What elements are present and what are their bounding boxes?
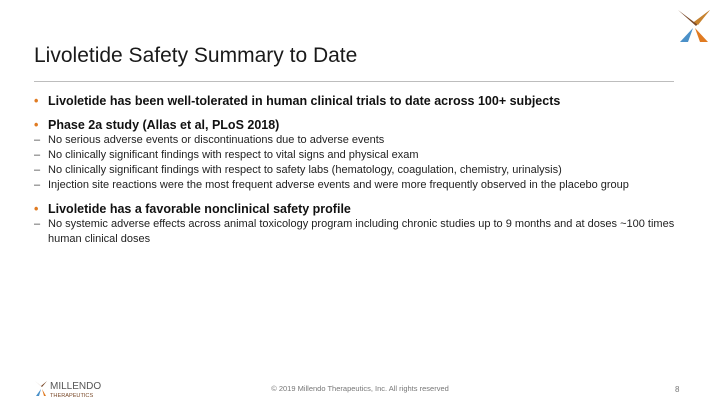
sub-bullet-text: No clinically significant findings with respect to safety labs (hematology, coagulation, chemistry, urinalysis) [48, 164, 562, 176]
sub-bullet-text: No serious adverse events or discontinuations due to adverse events [48, 134, 385, 146]
sub-bullet-text: Injection site reactions were the most frequent adverse events and were more frequently observed in the placebo group [48, 179, 629, 191]
sub-bullet-item [34, 163, 684, 178]
bullet-marker: • [34, 118, 39, 132]
page-number: 8 [675, 385, 680, 394]
sub-bullet-marker: – [34, 149, 41, 161]
sub-bullet-item [34, 217, 684, 247]
title-divider [34, 81, 674, 82]
bullet-text: Phase 2a study (Allas et al, PLoS 2018) [48, 118, 280, 132]
svg-text:MILLENDO: MILLENDO [50, 381, 102, 392]
bullet-item [34, 94, 684, 109]
sub-bullet-item [34, 148, 684, 163]
sub-bullet-marker: – [34, 179, 41, 191]
sub-bullet-text: No systemic adverse effects across animal toxicology program including chronic studies up to 9 months and at doses ~100 times human clinical doses [48, 218, 675, 245]
bullet-marker: • [34, 94, 39, 108]
bullet-text: Livoletide has a favorable nonclinical safety profile [48, 202, 351, 216]
sub-bullet-item [34, 178, 684, 193]
slide-title: Livoletide Safety Summary to Date [34, 44, 358, 67]
sub-bullet-marker: – [34, 134, 41, 146]
bullet-item [34, 202, 684, 217]
sub-bullet-text: No clinically significant findings with respect to vital signs and physical exam [48, 149, 419, 161]
copyright-notice: © 2019 Millendo Therapeutics, Inc. All rights reserved [271, 384, 449, 393]
bullet-item [34, 118, 684, 133]
svg-text:THERAPEUTICS: THERAPEUTICS [50, 393, 94, 399]
sub-bullet-marker: – [34, 164, 41, 176]
sub-bullet-marker: – [34, 218, 41, 230]
bullet-text: Livoletide has been well-tolerated in human clinical trials to date across 100+ subjects [48, 94, 561, 108]
slide-content [34, 94, 684, 247]
sub-bullet-item [34, 133, 684, 148]
millendo-x-mark-icon [674, 6, 714, 46]
bullet-marker: • [34, 202, 39, 216]
